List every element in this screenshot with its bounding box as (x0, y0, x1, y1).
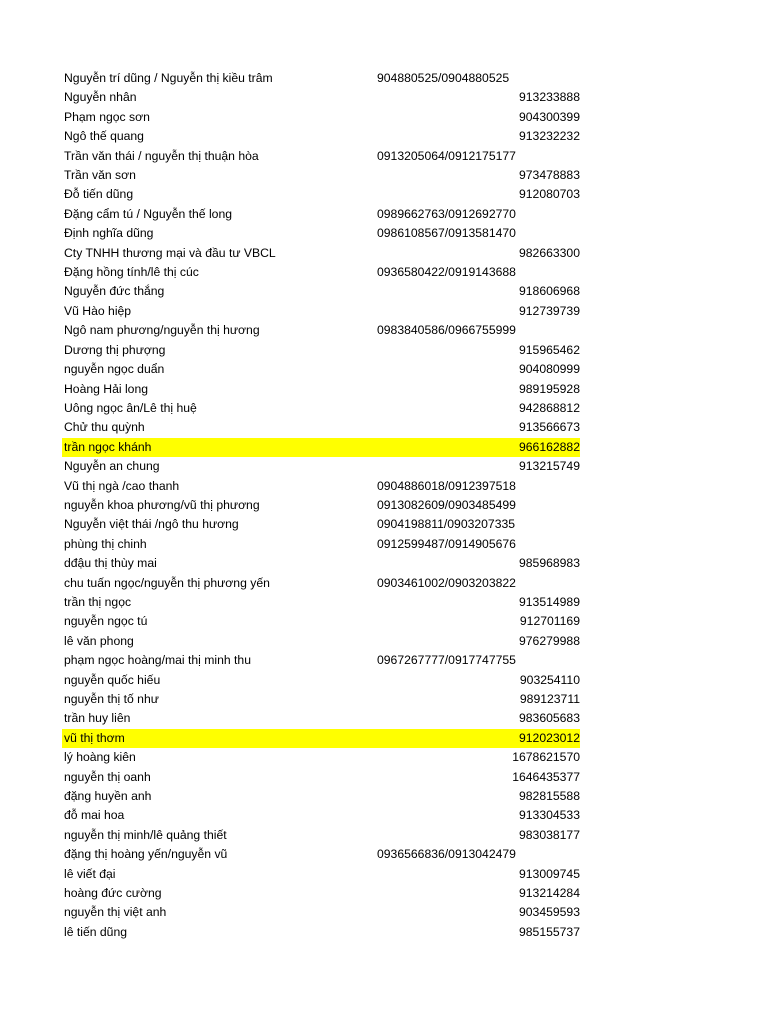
contact-name-cell: trần thị ngọc (64, 594, 132, 609)
contact-phone-cell: 0967267777/0917747755 (377, 653, 516, 668)
contact-name-cell: Hoàng Hải long (64, 381, 149, 396)
contact-row (62, 166, 580, 185)
contact-row (62, 923, 580, 942)
contact-name-cell: Ngô nam phương/nguyễn thị hương (64, 323, 260, 338)
contact-row (62, 826, 580, 845)
contact-name-cell: phạm ngọc hoàng/mai thị minh thu (64, 653, 251, 668)
contact-row (62, 185, 580, 204)
contact-row (62, 806, 580, 825)
contact-name-cell: lê văn phong (64, 633, 134, 648)
contact-phone-cell: 913215749 (518, 459, 580, 474)
contact-phone-cell: 0913205064/0912175177 (377, 148, 516, 163)
contact-name-cell: Nguyễn đức thắng (64, 284, 165, 299)
contact-row (62, 593, 580, 612)
contact-row (62, 477, 580, 496)
contact-phone-cell: 915965462 (518, 342, 580, 357)
contact-phone-cell: 913232232 (518, 129, 580, 144)
contact-phone-cell: 913233888 (518, 90, 580, 105)
contact-row (62, 748, 580, 767)
contact-row (62, 515, 580, 534)
contact-name-cell: nguyễn thị tố như (64, 692, 159, 706)
contact-row (62, 768, 580, 787)
contact-phone-cell: 989123711 (519, 692, 580, 706)
contact-name-cell: nguyễn thị minh/lê quảng thiết (64, 827, 227, 842)
contact-name-cell: Phạm ngọc sơn (64, 109, 150, 124)
contact-row (62, 341, 580, 360)
contact-phone-cell: 903254110 (519, 672, 580, 687)
contact-row (62, 302, 580, 321)
contact-name-cell: Nguyễn việt thái /ngô thu hương (64, 517, 239, 532)
contact-name-cell: dđậu thị thùy mai (64, 556, 157, 571)
contact-name-cell: Vũ thị ngà /cao thanh (64, 478, 180, 493)
contact-row (62, 884, 580, 903)
contact-phone-cell: 913214284 (518, 886, 580, 901)
contact-row (62, 574, 580, 593)
contact-phone-cell: 913304533 (518, 808, 580, 823)
contact-name-cell: Nguyễn nhân (64, 90, 137, 105)
contact-row (62, 709, 580, 728)
contact-phone-cell: 0904886018/0912397518 (377, 478, 516, 493)
contact-phone-cell: 903459593 (518, 905, 580, 920)
highlighted-contact-row (62, 729, 580, 748)
contact-row (62, 418, 580, 437)
contact-name-cell: Đặng cẩm tú / Nguyễn thế long (64, 206, 233, 221)
contact-row (62, 865, 580, 884)
contact-row (62, 224, 580, 243)
contact-name-cell: Trần văn sơn (64, 168, 136, 183)
contact-name-cell: Định nghĩa dũng (64, 226, 154, 241)
contact-name-cell: lý hoàng kiên (64, 750, 136, 765)
contact-phone-cell: 918606968 (518, 284, 580, 299)
contact-row (62, 457, 580, 476)
contact-phone-cell: 0912599487/0914905676 (377, 536, 516, 551)
contact-row (62, 787, 580, 806)
contact-name-cell: Vũ Hào hiệp (64, 303, 132, 318)
contact-phone-cell: 912701169 (519, 614, 580, 629)
contact-row (62, 380, 580, 399)
contact-phone-cell: 912023012 (518, 730, 580, 745)
contact-row (62, 69, 580, 88)
contact-name-cell: hoàng đức cường (64, 886, 162, 901)
contact-phone-cell: 0913082609/0903485499 (377, 497, 516, 512)
contact-name-cell: Chử thu quỳnh (64, 420, 145, 435)
contact-phone-cell: 904300399 (518, 109, 580, 124)
contact-phone-cell: 942868812 (518, 400, 580, 415)
contact-name-cell: Nguyễn an chung (64, 459, 160, 474)
contact-row (62, 263, 580, 282)
contact-row (62, 282, 580, 301)
contact-name-cell: nguyễn thị việt anh (64, 905, 167, 920)
contact-row (62, 88, 580, 107)
contact-phone-cell: 985968983 (518, 556, 580, 571)
highlighted-contact-row (62, 438, 580, 457)
contact-phone-cell: 0904198811/0903207335 (377, 517, 516, 532)
contact-name-cell: vũ thị thơm (64, 730, 125, 745)
contact-name-cell: Trần văn thái / nguyễn thị thuận hòa (64, 148, 259, 163)
contact-name-cell: Đặng hồng tính/lê thị cúc (64, 265, 199, 280)
contact-name-cell: Ngô thế quang (64, 129, 144, 144)
contact-phone-cell: 912080703 (518, 187, 580, 202)
contact-phone-cell: 983605683 (518, 711, 580, 726)
contact-name-cell: Nguyễn trí dũng / Nguyễn thị kiều trâm (64, 71, 273, 85)
contact-row (62, 554, 580, 573)
contact-name-cell: nguyễn thị oanh (64, 769, 151, 784)
contact-name-cell: nguyễn ngọc duẩn (64, 362, 165, 377)
contact-phone-cell: 913514989 (518, 594, 580, 609)
contact-name-cell: Đỗ tiến dũng (64, 187, 134, 202)
contact-row (62, 127, 580, 146)
contact-name-cell: nguyễn quốc hiếu (64, 672, 161, 687)
contact-row (62, 632, 580, 651)
contact-name-cell: phùng thị chinh (64, 536, 147, 551)
contact-row (62, 244, 580, 263)
contact-name-cell: Dương thị phượng (64, 342, 166, 357)
contact-phone-cell: 0983840586/0966755999 (377, 323, 516, 338)
contact-phone-cell: 0986108567/0913581470 (377, 226, 516, 241)
contact-phone-cell: 966162882 (518, 439, 580, 454)
contact-phone-cell: 989195928 (518, 381, 580, 396)
contact-phone-cell: 0989662763/0912692770 (377, 206, 516, 221)
contact-phone-cell: 0936566836/0913042479 (377, 847, 516, 862)
contact-name-cell: đặng thị hoàng yến/nguyễn vũ (64, 847, 228, 862)
contact-name-cell: Cty TNHH thương mại và đầu tư VBCL (64, 245, 276, 260)
contact-row (62, 147, 580, 166)
contact-row (62, 496, 580, 515)
contact-name-cell: đỗ mai hoa (64, 808, 125, 823)
contact-name-cell: trần huy liên (64, 711, 131, 726)
contact-phone-cell: 983038177 (518, 827, 580, 842)
contact-phone-cell: 913566673 (518, 420, 580, 435)
contact-sheet (62, 69, 580, 942)
contact-name-cell: lê tiến dũng (64, 924, 128, 939)
contact-name-cell: nguyễn ngọc tú (64, 614, 148, 629)
contact-row (62, 321, 580, 340)
contact-row (62, 205, 580, 224)
contact-row (62, 360, 580, 379)
contact-row (62, 845, 580, 864)
contact-phone-cell: 982815588 (518, 789, 580, 804)
contact-name-cell: trần ngọc khánh (64, 439, 152, 454)
contact-phone-cell: 913009745 (518, 866, 580, 881)
contact-name-cell: lê viết đại (64, 866, 116, 881)
contact-phone-cell: 904080999 (518, 362, 580, 377)
contact-phone-cell: 0936580422/0919143688 (377, 265, 516, 280)
contact-row (62, 108, 580, 127)
contact-phone-cell: 1678621570 (512, 750, 580, 765)
contact-phone-cell: 982663300 (518, 245, 580, 260)
contact-phone-cell: 976279988 (518, 633, 580, 648)
contact-phone-cell: 985155737 (518, 924, 580, 939)
contact-phone-cell: 973478883 (518, 168, 580, 183)
contact-phone-cell: 904880525/0904880525 (377, 71, 510, 85)
contact-phone-cell: 0903461002/0903203822 (377, 575, 516, 590)
contact-row (62, 651, 580, 670)
contact-name-cell: Uông ngọc ân/Lê thị huệ (64, 400, 197, 415)
contact-row (62, 690, 580, 709)
contact-phone-cell: 912739739 (518, 303, 580, 318)
contact-name-cell: chu tuấn ngọc/nguyễn thị phương yến (64, 575, 270, 590)
contact-row (62, 535, 580, 554)
contact-name-cell: nguyễn khoa phương/vũ thị phương (64, 497, 260, 512)
contact-row (62, 612, 580, 631)
contact-row (62, 903, 580, 922)
contact-phone-cell: 1646435377 (512, 769, 580, 784)
contact-row (62, 671, 580, 690)
contact-row (62, 399, 580, 418)
contact-name-cell: đặng huyền anh (64, 789, 152, 804)
